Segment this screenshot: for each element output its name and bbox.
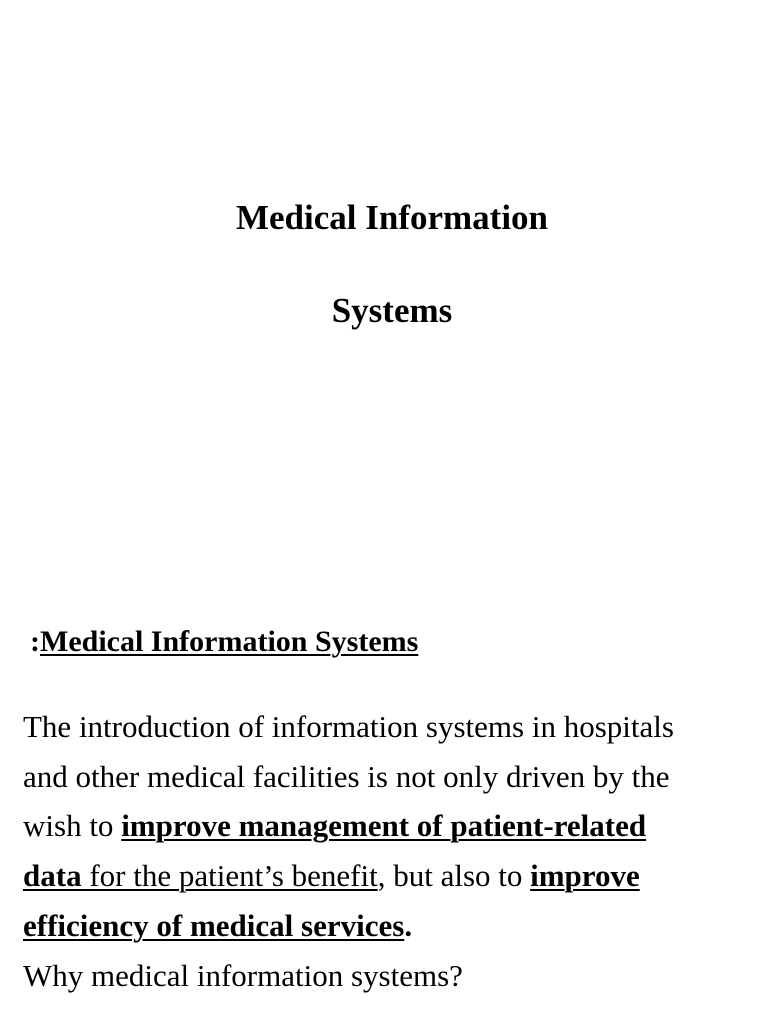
paragraph-line-2 (23, 752, 753, 802)
emphasized-text: improve management of patient-related (121, 808, 647, 844)
document-title-line-1: Medical Information (235, 198, 549, 237)
document-title-line-2: Systems (331, 291, 453, 330)
section-heading (30, 624, 418, 660)
paragraph-line-5 (23, 901, 753, 951)
emphasized-text: improve (530, 858, 640, 894)
paragraph-text: wish to (23, 808, 122, 844)
paragraph-text: , but also to (377, 858, 531, 894)
paragraph-line-4 (23, 851, 753, 901)
paragraph-text: and other medical facilities is not only driven by the (23, 758, 670, 794)
paragraph-line-1 (23, 702, 753, 752)
body-paragraph (23, 702, 753, 951)
section-heading-text: Medical Information Systems (40, 625, 419, 658)
question-text: Why medical information systems? (23, 958, 463, 993)
underlined-text: for the patient’s benefit (81, 858, 378, 894)
emphasized-text: data (23, 858, 82, 894)
paragraph-period: . (404, 907, 413, 943)
paragraph-text: The introduction of information systems in hospitals (23, 709, 674, 744)
section-heading-colon: : (30, 625, 40, 658)
paragraph-line-3 (23, 801, 753, 851)
emphasized-text: efficiency of medical services (23, 907, 405, 943)
